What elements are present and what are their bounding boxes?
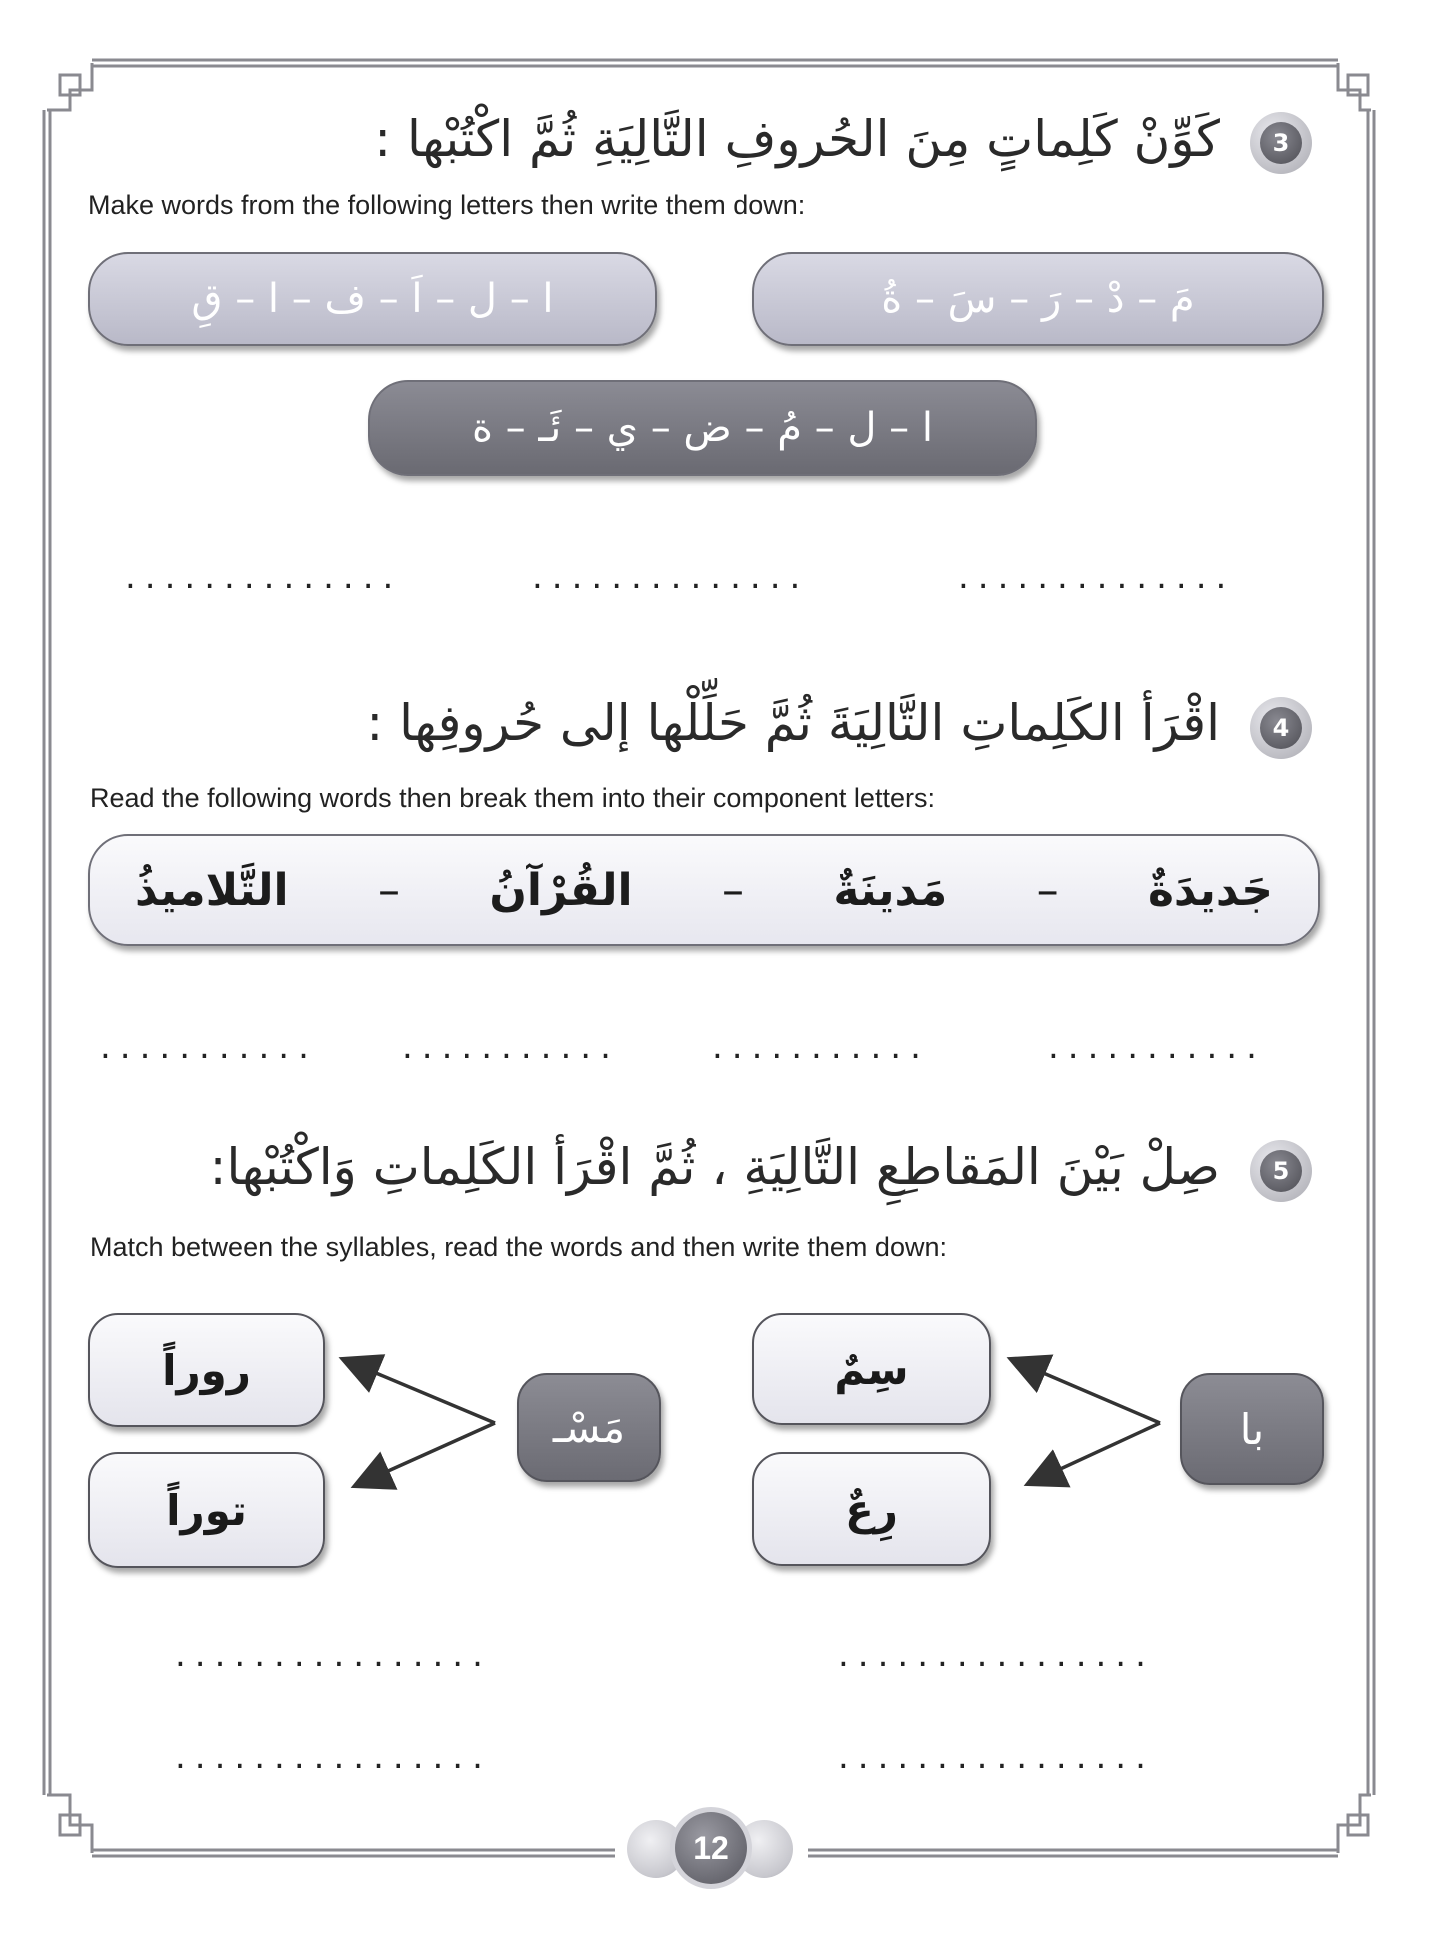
arrow-right-top [1013,1360,1160,1423]
word-separator: – [377,864,400,916]
word-separator: – [1036,864,1059,916]
exercise-3-title-arabic: كَوِّنْ كَلِماتٍ مِنَ الحُروفِ التَّالِيَةِ ثُمَّ اكْتُبْها : [374,110,1220,168]
word-1: جَديدَةٌ [1147,864,1273,916]
answer-line: ................ [838,1737,1155,1777]
word-2: مَدينَةٌ [833,864,948,916]
answer-line: ................ [175,1737,492,1777]
exercise-4-number: 4 [1260,707,1302,749]
exercise-5-instruction: Match between the syllables, read the words and then write them down: [90,1232,947,1262]
exercise-4-instruction: Read the following words then break them into their component letters: [90,783,935,813]
exercise-5-title-arabic: صِلْ بَيْنَ المَقاطِعِ التَّالِيَةِ ، ثُمَّ اقْرَأ الكَلِماتِ وَاكْتُبْها: [209,1138,1220,1196]
answer-line: ................ [838,1635,1155,1675]
arrow-left-bottom [357,1423,495,1485]
letters-box-left: ا – ل – اَ – ف – ا – قِ [88,252,657,346]
exercise-4-title-arabic: اقْرَأ الكَلِماتِ التَّالِيَةَ ثُمَّ حَلِّلْها إلى حُروفِها : [366,694,1220,752]
arrow-right-bottom [1030,1423,1160,1483]
answer-line: ........... [712,1027,930,1067]
word-4: التَّلاميذُ [135,864,289,916]
letters-box-center: ا – ل – مُ – ض – ي – ئَـ – ة [368,380,1037,476]
word-3: القُرْآنُ [489,864,633,916]
answer-line: ........... [100,1027,318,1067]
answer-line: .............. [958,557,1236,597]
syllable-source[interactable]: مَسْـ [517,1373,661,1482]
answer-line: .............. [532,557,810,597]
syllable-target[interactable]: سِمٌ [752,1313,991,1425]
word-separator: – [722,864,744,916]
exercise-3-instruction: Make words from the following letters then write them down: [88,190,806,220]
exercise-5-number: 5 [1260,1150,1302,1192]
exercise-3-number: 3 [1260,122,1302,164]
syllable-target[interactable]: روراً [88,1313,325,1427]
answer-line: ................ [175,1635,492,1675]
answer-line: ........... [1048,1027,1266,1067]
answer-line: ........... [402,1027,620,1067]
letters-box-right: مَ – دْ – رَ – سَ – ةُ [752,252,1324,346]
syllable-source[interactable]: با [1180,1373,1324,1485]
answer-line: .............. [125,557,403,597]
page-number-ornament [615,1808,805,1888]
syllable-target[interactable]: توراً [88,1452,325,1568]
syllable-target[interactable]: رِعٌ [752,1452,991,1566]
arrow-left-top [345,1360,495,1423]
page-number: 12 [675,1812,747,1884]
